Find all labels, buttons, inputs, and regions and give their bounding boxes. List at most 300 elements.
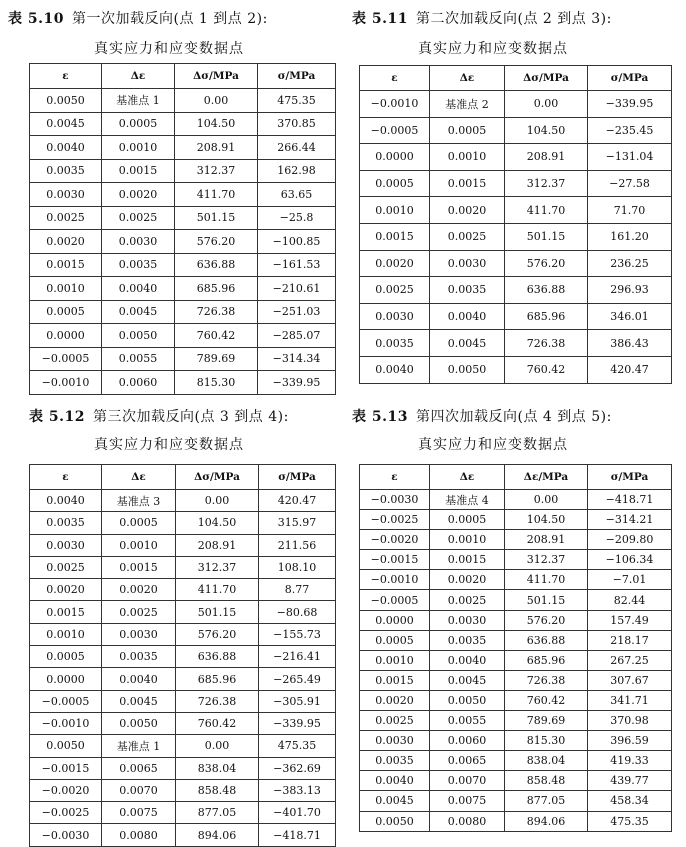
table-row <box>30 712 336 734</box>
table-cell: 0.0055 <box>430 711 505 731</box>
table-cell: 0.0015 <box>102 556 176 578</box>
table-cell: −0.0010 <box>30 371 102 395</box>
table-cell: 0.00 <box>176 490 259 512</box>
table-cell: −100.85 <box>258 230 336 254</box>
header-row <box>360 66 672 91</box>
table-cell: −216.41 <box>259 646 336 668</box>
table-cell: 576.20 <box>505 250 588 277</box>
table-cell: 576.20 <box>505 610 588 630</box>
table-row <box>360 791 672 811</box>
table-cell: 726.38 <box>505 670 588 690</box>
table-row <box>30 802 336 824</box>
table-cell: 0.0035 <box>360 330 430 357</box>
table-row <box>360 356 672 383</box>
table-cell: 346.01 <box>588 303 672 330</box>
table-row <box>360 530 672 550</box>
table-cell: 0.0000 <box>360 610 430 630</box>
table-cell: 8.77 <box>259 579 336 601</box>
table-cell: −0.0025 <box>360 510 430 530</box>
table-cell: 760.42 <box>505 356 588 383</box>
table-cell: 0.0070 <box>430 771 505 791</box>
column-header: Δε <box>102 64 175 89</box>
table-cell: 0.0025 <box>30 206 102 230</box>
table-cell: −210.61 <box>258 277 336 301</box>
table-cell: 0.0050 <box>102 324 175 348</box>
table-row <box>30 112 336 136</box>
table-cell: 0.0045 <box>30 112 102 136</box>
table-cell: 0.0020 <box>30 230 102 254</box>
column-header: Δσ/MPa <box>175 64 258 89</box>
table-row <box>360 650 672 670</box>
table-cell: 211.56 <box>259 534 336 556</box>
table-cell: 0.0030 <box>30 534 102 556</box>
table-cell: 0.0025 <box>102 601 176 623</box>
table-row <box>30 690 336 712</box>
table-title: 第四次加载反向(点 4 到点 5): <box>415 409 612 425</box>
table-cell: 0.0065 <box>102 757 176 779</box>
table-row <box>30 490 336 512</box>
table-cell: 0.0020 <box>430 570 505 590</box>
table-caption <box>8 8 268 28</box>
table-cell: 312.37 <box>176 556 259 578</box>
table-row <box>360 590 672 610</box>
table-row <box>30 534 336 556</box>
table-cell: 475.35 <box>258 89 336 113</box>
table-cell: −418.71 <box>259 824 336 846</box>
table-row <box>30 183 336 207</box>
table-cell: 411.70 <box>505 570 588 590</box>
table-cell: 0.0060 <box>102 371 175 395</box>
table-cell: 370.85 <box>258 112 336 136</box>
table-row <box>30 206 336 230</box>
table-row <box>30 89 336 113</box>
table-cell: 0.0020 <box>360 250 430 277</box>
table-row <box>30 556 336 578</box>
table-cell: −0.0010 <box>360 91 430 118</box>
table-cell: 0.0015 <box>102 159 175 183</box>
table-row <box>30 371 336 395</box>
table-cell: 685.96 <box>176 668 259 690</box>
column-header: Δε <box>102 465 176 490</box>
table-cell: 0.0045 <box>430 670 505 690</box>
table-cell: 0.0010 <box>360 650 430 670</box>
table-row <box>360 117 672 144</box>
table-cell: 0.0060 <box>430 731 505 751</box>
table-row <box>360 223 672 250</box>
table-cell: 0.0025 <box>430 590 505 610</box>
table-cell: 0.0040 <box>102 668 176 690</box>
table-cell: 726.38 <box>505 330 588 357</box>
data-table <box>29 464 336 847</box>
table-row <box>30 159 336 183</box>
table-cell: 0.0045 <box>102 690 176 712</box>
table-caption <box>352 406 612 426</box>
table-cell: 0.0050 <box>30 735 102 757</box>
table-cell: 726.38 <box>175 300 258 324</box>
table-cell: 0.0040 <box>430 650 505 670</box>
table-cell: 0.0030 <box>102 623 176 645</box>
table-cell: 411.70 <box>176 579 259 601</box>
table-cell: 0.0040 <box>360 356 430 383</box>
table-cell: 208.91 <box>505 530 588 550</box>
table-cell: −339.95 <box>259 712 336 734</box>
table-cell: 386.43 <box>588 330 672 357</box>
header-row <box>360 465 672 490</box>
table-cell: 475.35 <box>588 811 672 831</box>
table-cell: 0.00 <box>175 89 258 113</box>
table-cell: −339.95 <box>588 91 672 118</box>
table-cell: 157.49 <box>588 610 672 630</box>
table-row <box>30 579 336 601</box>
table-cell: 420.47 <box>259 490 336 512</box>
table-cell: 0.0005 <box>102 112 175 136</box>
table-cell: 0.0005 <box>360 630 430 650</box>
table-subtitle: 真实应力和应变数据点 <box>418 41 568 57</box>
table-cell: 0.0050 <box>430 690 505 710</box>
table-cell: 420.47 <box>588 356 672 383</box>
table-cell: −418.71 <box>588 490 672 510</box>
column-header: Δσ/MPa <box>505 66 588 91</box>
table-cell: 312.37 <box>175 159 258 183</box>
table-cell: 71.70 <box>588 197 672 224</box>
table-cell: −0.0005 <box>30 690 102 712</box>
table-cell: 858.48 <box>176 779 259 801</box>
table-row <box>360 550 672 570</box>
table-cell: 760.42 <box>176 712 259 734</box>
table-cell: 636.88 <box>175 253 258 277</box>
table-number: 表 5.11 <box>352 11 408 27</box>
table-cell: 0.0040 <box>30 490 102 512</box>
table-row <box>360 630 672 650</box>
table-cell: 基准点 3 <box>102 490 176 512</box>
table-cell: 501.15 <box>505 223 588 250</box>
table-cell: 0.0035 <box>360 751 430 771</box>
header-row <box>30 64 336 89</box>
table-cell: −0.0020 <box>30 779 102 801</box>
table-cell: 576.20 <box>175 230 258 254</box>
table-subtitle: 真实应力和应变数据点 <box>94 437 244 453</box>
table-cell: 0.0040 <box>430 303 505 330</box>
table-cell: 0.0080 <box>430 811 505 831</box>
table-row <box>360 144 672 171</box>
table-cell: 104.50 <box>505 117 588 144</box>
table-cell: 基准点 4 <box>430 490 505 510</box>
table-row <box>30 136 336 160</box>
table-cell: 0.0050 <box>430 356 505 383</box>
table-cell: 0.0035 <box>30 512 102 534</box>
table-row <box>30 601 336 623</box>
table-cell: 0.0025 <box>360 711 430 731</box>
table-cell: 636.88 <box>505 277 588 304</box>
table-cell: −383.13 <box>259 779 336 801</box>
table-row <box>360 490 672 510</box>
table-cell: −251.03 <box>258 300 336 324</box>
table-cell: 0.0000 <box>30 668 102 690</box>
table-cell: −80.68 <box>259 601 336 623</box>
data-table <box>29 63 336 395</box>
table-cell: 0.0040 <box>30 136 102 160</box>
column-header: σ/MPa <box>588 465 672 490</box>
table-cell: 0.0050 <box>30 89 102 113</box>
table-row <box>30 347 336 371</box>
table-cell: 0.0005 <box>360 170 430 197</box>
table-cell: 0.0045 <box>360 791 430 811</box>
table-row <box>30 646 336 668</box>
table-cell: 0.0040 <box>360 771 430 791</box>
table-row <box>360 811 672 831</box>
table-row <box>30 623 336 645</box>
table-cell: 0.0030 <box>360 731 430 751</box>
table-cell: −285.07 <box>258 324 336 348</box>
table-row <box>360 670 672 690</box>
table-row <box>360 197 672 224</box>
table-cell: 760.42 <box>505 690 588 710</box>
table-cell: 838.04 <box>176 757 259 779</box>
table-cell: 208.91 <box>175 136 258 160</box>
table-row <box>360 610 672 630</box>
table-cell: −235.45 <box>588 117 672 144</box>
table-cell: 0.0050 <box>360 811 430 831</box>
table-cell: 0.0010 <box>430 530 505 550</box>
data-table <box>359 464 672 832</box>
table-title: 第三次加载反向(点 3 到点 4): <box>92 409 289 425</box>
table-cell: 341.71 <box>588 690 672 710</box>
table-row <box>30 512 336 534</box>
table-cell: 0.0010 <box>102 534 176 556</box>
table-cell: 894.06 <box>176 824 259 846</box>
table-cell: 0.0015 <box>430 170 505 197</box>
table-cell: 266.44 <box>258 136 336 160</box>
table-cell: 685.96 <box>175 277 258 301</box>
table-cell: 685.96 <box>505 303 588 330</box>
table-cell: 501.15 <box>505 590 588 610</box>
table-cell: 基准点 1 <box>102 735 176 757</box>
table-cell: −106.34 <box>588 550 672 570</box>
table-cell: 370.98 <box>588 711 672 731</box>
table-cell: 475.35 <box>259 735 336 757</box>
table-cell: 411.70 <box>505 197 588 224</box>
table-cell: 838.04 <box>505 751 588 771</box>
table-number: 表 5.10 <box>8 11 64 27</box>
table-row <box>360 330 672 357</box>
table-cell: 0.0040 <box>102 277 175 301</box>
table-cell: 396.59 <box>588 731 672 751</box>
header-row <box>30 465 336 490</box>
data-table <box>359 65 672 384</box>
table-cell: 0.0025 <box>360 277 430 304</box>
table-cell: 0.0050 <box>102 712 176 734</box>
table-row <box>360 731 672 751</box>
table-cell: 0.0010 <box>360 197 430 224</box>
table-number: 表 5.12 <box>29 409 85 425</box>
table-cell: 63.65 <box>258 183 336 207</box>
table-cell: 0.0010 <box>30 277 102 301</box>
table-title: 第二次加载反向(点 2 到点 3): <box>415 11 612 27</box>
table-cell: 0.0025 <box>102 206 175 230</box>
table-title: 第一次加载反向(点 1 到点 2): <box>71 11 268 27</box>
table-cell: −314.21 <box>588 510 672 530</box>
table-row <box>30 824 336 846</box>
table-row <box>360 170 672 197</box>
table-cell: 894.06 <box>505 811 588 831</box>
table-row <box>30 300 336 324</box>
column-header: σ/MPa <box>588 66 672 91</box>
table-cell: −25.8 <box>258 206 336 230</box>
table-row <box>360 250 672 277</box>
table-subtitle: 真实应力和应变数据点 <box>418 437 568 453</box>
table-cell: 161.20 <box>588 223 672 250</box>
table-caption <box>29 406 289 426</box>
table-cell: 0.0020 <box>360 690 430 710</box>
table-row <box>30 253 336 277</box>
table-cell: 312.37 <box>505 170 588 197</box>
table-cell: 858.48 <box>505 771 588 791</box>
table-cell: 877.05 <box>176 802 259 824</box>
column-header: ε <box>30 64 102 89</box>
table-cell: 0.0035 <box>102 646 176 668</box>
table-cell: 基准点 1 <box>102 89 175 113</box>
table-cell: 501.15 <box>176 601 259 623</box>
table-cell: 0.00 <box>505 91 588 118</box>
column-header: ε <box>360 66 430 91</box>
table-cell: 0.0035 <box>102 253 175 277</box>
table-cell: 0.0015 <box>360 223 430 250</box>
table-cell: 104.50 <box>175 112 258 136</box>
table-row <box>360 277 672 304</box>
table-cell: 236.25 <box>588 250 672 277</box>
table-cell: −155.73 <box>259 623 336 645</box>
table-subtitle: 真实应力和应变数据点 <box>94 41 244 57</box>
table-cell: 104.50 <box>176 512 259 534</box>
table-row <box>360 303 672 330</box>
table-row <box>30 779 336 801</box>
table-cell: 0.0030 <box>30 183 102 207</box>
table-cell: 基准点 2 <box>430 91 505 118</box>
table-cell: 0.0075 <box>430 791 505 811</box>
table-cell: −0.0010 <box>30 712 102 734</box>
table-row <box>30 757 336 779</box>
table-cell: 726.38 <box>176 690 259 712</box>
table-cell: 501.15 <box>175 206 258 230</box>
table-cell: 312.37 <box>505 550 588 570</box>
table-cell: 0.0005 <box>102 512 176 534</box>
table-cell: 296.93 <box>588 277 672 304</box>
table-cell: −0.0005 <box>360 590 430 610</box>
table-cell: −401.70 <box>259 802 336 824</box>
table-cell: 0.0020 <box>30 579 102 601</box>
table-row <box>30 735 336 757</box>
table-caption <box>352 8 612 28</box>
table-cell: 0.0015 <box>30 601 102 623</box>
table-cell: 0.0080 <box>102 824 176 846</box>
table-cell: 0.0030 <box>430 250 505 277</box>
table-cell: 0.0020 <box>102 579 176 601</box>
table-cell: 208.91 <box>176 534 259 556</box>
table-row <box>360 570 672 590</box>
table-cell: 685.96 <box>505 650 588 670</box>
table-cell: −0.0030 <box>30 824 102 846</box>
table-row <box>30 277 336 301</box>
table-cell: 0.0055 <box>102 347 175 371</box>
table-row <box>30 324 336 348</box>
column-header: σ/MPa <box>259 465 336 490</box>
table-cell: 0.0030 <box>430 610 505 630</box>
table-cell: 636.88 <box>505 630 588 650</box>
table-cell: 0.0015 <box>430 550 505 570</box>
table-cell: 0.0030 <box>102 230 175 254</box>
table-cell: 760.42 <box>175 324 258 348</box>
table-cell: 0.0000 <box>360 144 430 171</box>
table-cell: −0.0010 <box>360 570 430 590</box>
table-cell: −161.53 <box>258 253 336 277</box>
table-cell: −27.58 <box>588 170 672 197</box>
table-cell: 419.33 <box>588 751 672 771</box>
table-cell: 0.00 <box>176 735 259 757</box>
table-cell: 0.0025 <box>430 223 505 250</box>
table-cell: 0.0010 <box>430 144 505 171</box>
table-cell: 208.91 <box>505 144 588 171</box>
table-cell: −131.04 <box>588 144 672 171</box>
table-cell: −314.34 <box>258 347 336 371</box>
column-header: ε <box>360 465 430 490</box>
table-cell: −0.0005 <box>30 347 102 371</box>
table-row <box>360 690 672 710</box>
table-cell: 108.10 <box>259 556 336 578</box>
table-cell: 789.69 <box>505 711 588 731</box>
table-cell: 0.0025 <box>30 556 102 578</box>
table-row <box>360 751 672 771</box>
table-cell: 104.50 <box>505 510 588 530</box>
table-cell: 0.0015 <box>360 670 430 690</box>
table-cell: −265.49 <box>259 668 336 690</box>
table-row <box>360 91 672 118</box>
table-row <box>360 711 672 731</box>
table-cell: 0.0035 <box>430 277 505 304</box>
table-cell: 439.77 <box>588 771 672 791</box>
table-cell: 877.05 <box>505 791 588 811</box>
table-cell: 0.0045 <box>430 330 505 357</box>
table-cell: 0.0035 <box>30 159 102 183</box>
table-cell: −362.69 <box>259 757 336 779</box>
table-cell: 0.0010 <box>102 136 175 160</box>
table-cell: 0.0045 <box>102 300 175 324</box>
column-header: Δε/MPa <box>505 465 588 490</box>
table-cell: 0.0030 <box>360 303 430 330</box>
table-cell: 458.34 <box>588 791 672 811</box>
table-cell: 0.0035 <box>430 630 505 650</box>
table-cell: 0.0005 <box>430 510 505 530</box>
table-cell: 0.0020 <box>102 183 175 207</box>
table-cell: −0.0020 <box>360 530 430 550</box>
table-cell: −305.91 <box>259 690 336 712</box>
table-cell: 0.00 <box>505 490 588 510</box>
table-cell: 0.0010 <box>30 623 102 645</box>
table-cell: 815.30 <box>505 731 588 751</box>
table-cell: 307.67 <box>588 670 672 690</box>
table-cell: 0.0070 <box>102 779 176 801</box>
table-cell: −0.0015 <box>360 550 430 570</box>
table-cell: 0.0065 <box>430 751 505 771</box>
table-cell: 0.0000 <box>30 324 102 348</box>
table-cell: 576.20 <box>176 623 259 645</box>
table-cell: −0.0005 <box>360 117 430 144</box>
table-cell: 0.0005 <box>30 646 102 668</box>
table-number: 表 5.13 <box>352 409 408 425</box>
column-header: σ/MPa <box>258 64 336 89</box>
table-cell: 0.0005 <box>430 117 505 144</box>
table-cell: 0.0075 <box>102 802 176 824</box>
table-cell: 411.70 <box>175 183 258 207</box>
